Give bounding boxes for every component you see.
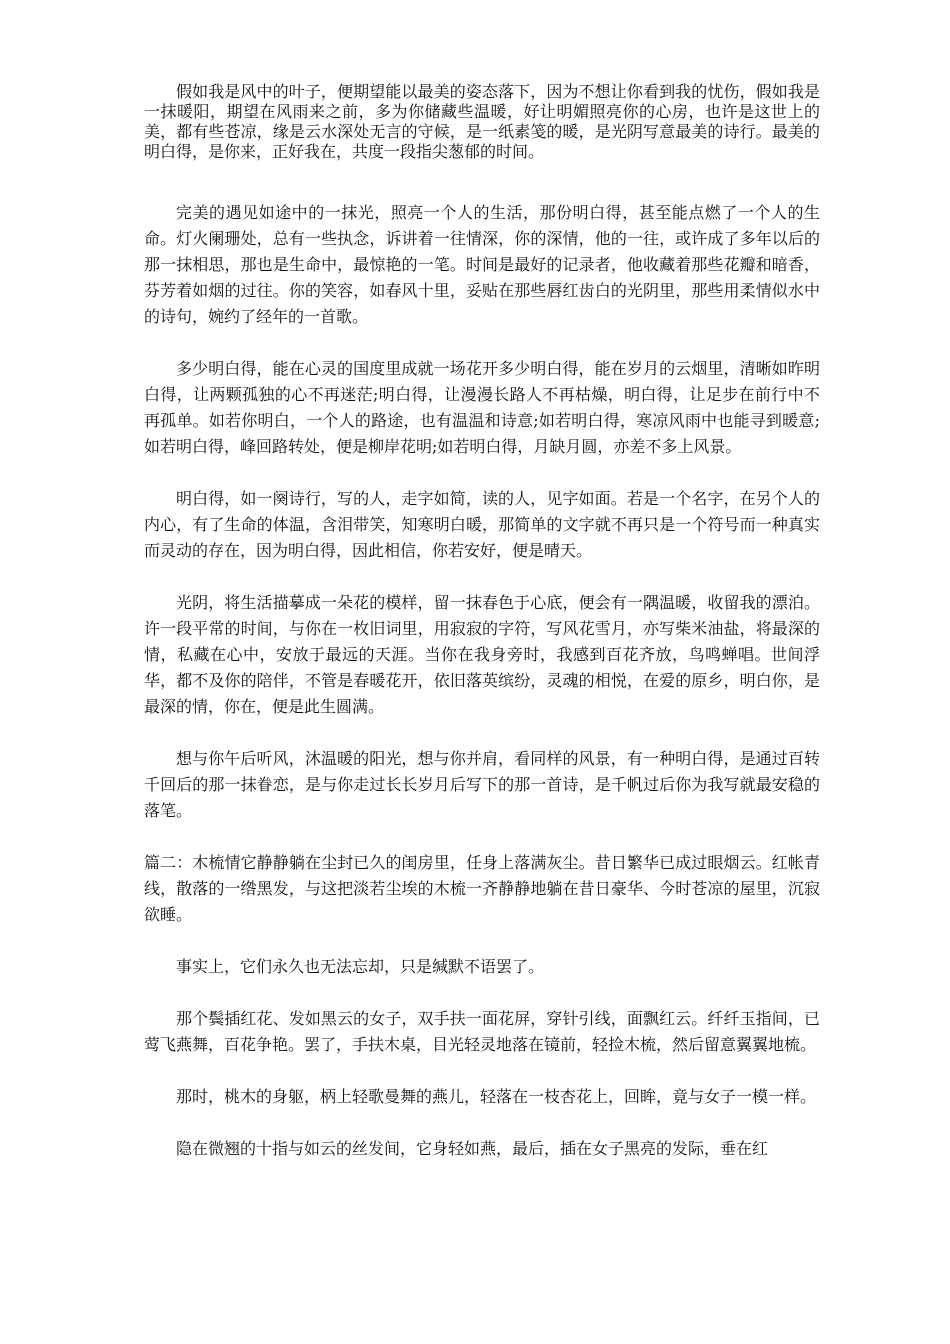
paragraph-3: 多少明白得，能在心灵的国度里成就一场花开多少明白得，能在岁月的云烟里，清晰如昨明白得，让两颗孤独的心不再迷茫;明白得，让漫漫长路人不再枯燥，明白得，让足步在前行中不再孤单。如若你明白，一个人的路途，也有温温和诗意;如若明白得，寒凉风雨中也能寻到暖意;如若明白得，峰回路转处，便是柳岸花明;如若明白得，月缺月圆，亦差不多上风景。 [144, 359, 820, 456]
paragraph-10: 那时，桃木的身躯，柄上轻歌曼舞的燕儿，轻落在一枝杏花上，回眸，竟与女子一模一样。 [176, 1087, 817, 1106]
paragraph-1: 假如我是风中的叶子，便期望能以最美的姿态落下，因为不想让你看到我的忧伤，假如我是一抹暖阳，期望在风雨来之前，多为你储藏些温暖，好让明媚照亮你的心房，也许是这世上的美，都有些苍凉，缘是云水深处无言的守候，是一纸素笺的暖，是光阴写意最美的诗行。最美的明白得，是你来，正好我在，共度一段指尖葱郁的时间。 [144, 82, 820, 161]
paragraph-4: 明白得，如一阕诗行，写的人，走字如简，读的人，见字如面。若是一个名字，在另个人的内心，有了生命的体温，含泪带笑，知寒明白暖，那简单的文字就不再只是一个符号而一种真实而灵动的存在，因为明白得，因此相信，你若安好，便是晴天。 [144, 489, 820, 560]
paragraph-6: 想与你午后听风，沐温暖的阳光，想与你并肩，看同样的风景，有一种明白得，是通过百转千回后的那一抹眷恋，是与你走过长长岁月后写下的那一首诗，是千帆过后你为我写就最安稳的落笔。 [144, 749, 820, 820]
paragraph-8: 事实上，它们永久也无法忘却，只是缄默不语罢了。 [176, 957, 545, 976]
paragraph-5: 光阴，将生活描摹成一朵花的模样，留一抹春色于心底，便会有一隅温暖，收留我的漂泊。许一段平常的时间，与你在一枚旧词里，用寂寂的字符，写风花雪月，亦写柴米油盐，将最深的情，私藏在心中，安放于最远的天涯。当你在我身旁时，我感到百花齐放，鸟鸣蝉唱。世间浮华，都不及你的陪伴，不管是春暖花开，依旧落英缤纷，灵魂的相悦，在爱的原乡，明白你，是最深的情，你在，便是此生圆满。 [144, 593, 820, 716]
paragraph-section-two-heading: 篇二：木梳情它静静躺在尘封已久的闺房里，任身上落满灰尘。昔日繁华已成过眼烟云。红帐青线，散落的一绺黑发，与这把淡若尘埃的木梳一齐静静地躺在昔日豪华、今时苍凉的屋里，沉寂欲睡。 [144, 853, 820, 924]
document-page [144, 82, 820, 1188]
paragraph-2: 完美的遇见如途中的一抹光，照亮一个人的生活，那份明白得，甚至能点燃了一个人的生命。灯火阑珊处，总有一些执念，诉讲着一往情深，你的深情，他的一往，或许成了多年以后的那一抹相思，那也是生命中，最惊艳的一笔。时间是最好的记录者，他收藏着那些花瓣和暗香，芬芳着如烟的过往。你的笑容，如春风十里，妥贴在那些唇红齿白的光阴里，那些用柔情似水中的诗句，婉约了经年的一首歌。 [144, 203, 820, 326]
paragraph-11: 隐在微翘的十指与如云的丝发间，它身轻如燕，最后，插在女子黑亮的发际，垂在红 [176, 1139, 769, 1158]
paragraph-9: 那个鬓插红花、发如黑云的女子，双手扶一面花屏，穿针引线，面飘红云。纤纤玉指间，已莺飞燕舞，百花争艳。罢了，手扶木桌，目光轻灵地落在镜前，轻捡木梳，然后留意翼翼地梳。 [144, 1009, 820, 1054]
